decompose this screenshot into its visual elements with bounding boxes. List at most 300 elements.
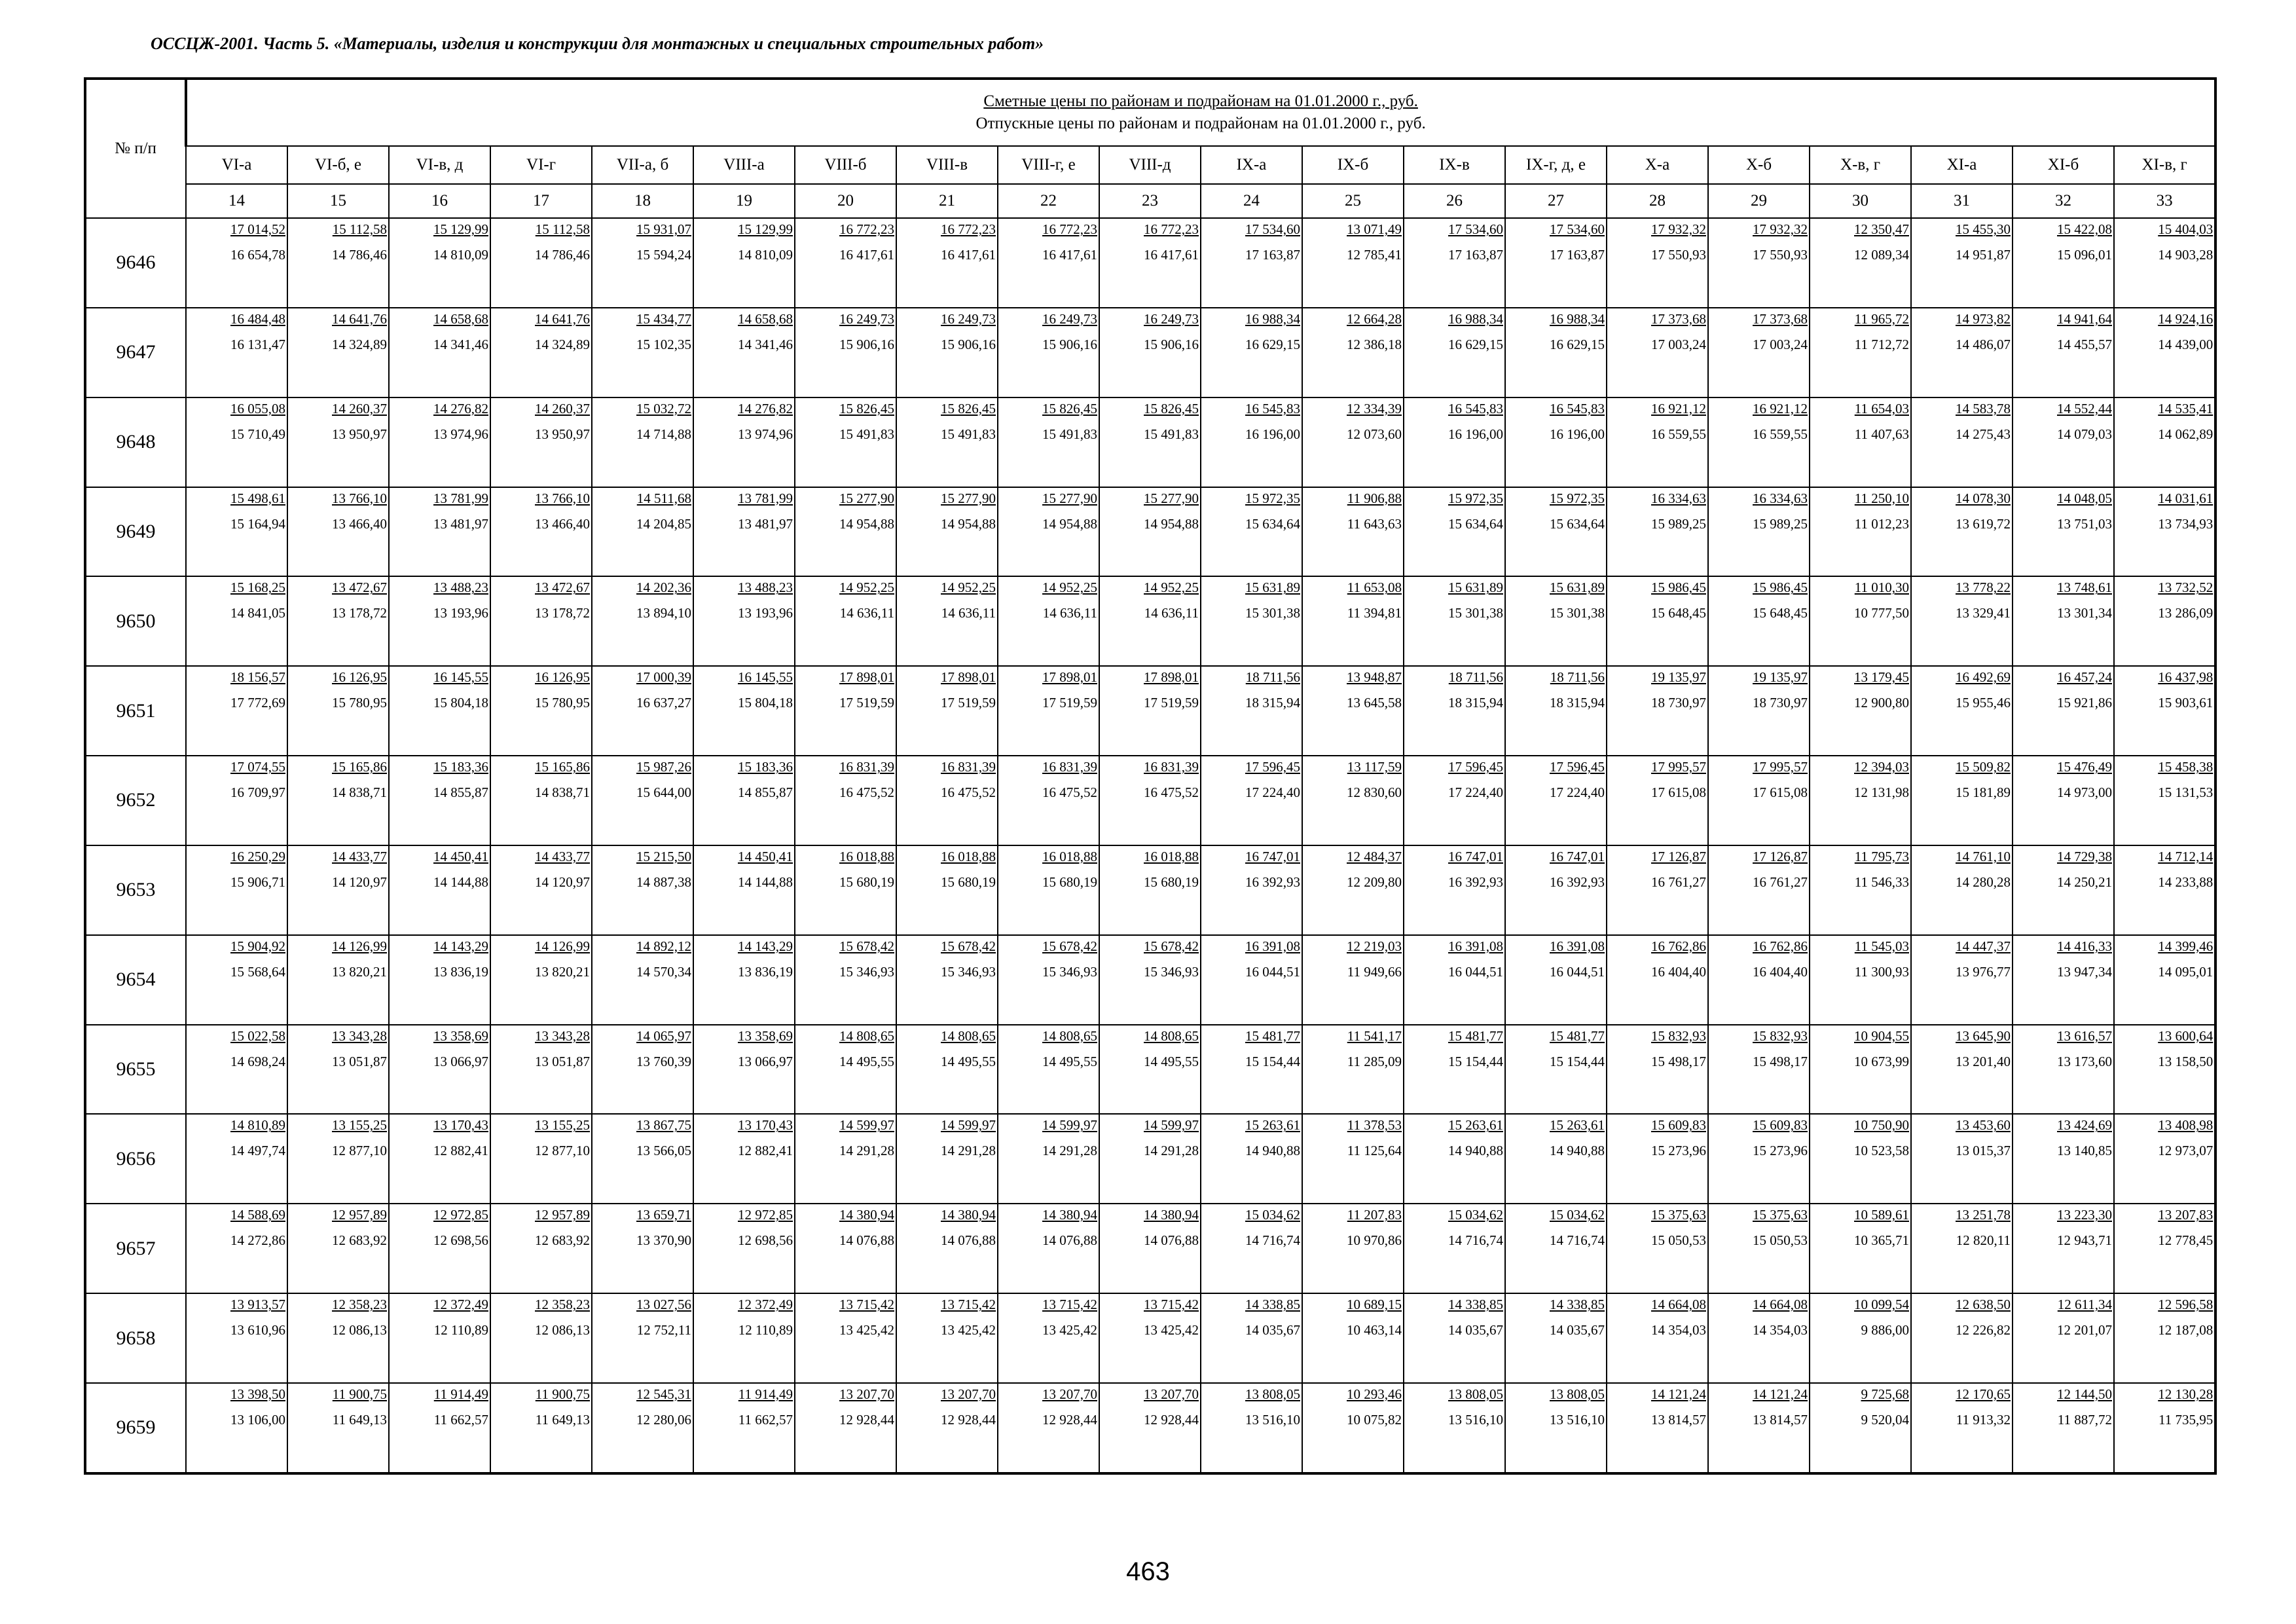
- estimate-price: 16 145,55: [738, 669, 793, 686]
- price-cell: [998, 218, 1099, 308]
- estimate-price: 16 831,39: [839, 759, 894, 775]
- release-price: 14 495,55: [839, 1053, 894, 1069]
- release-price: 14 354,03: [1753, 1322, 1808, 1338]
- release-price: 12 683,92: [535, 1232, 590, 1249]
- estimate-price: 13 781,99: [433, 490, 488, 506]
- estimate-price: 14 599,97: [941, 1117, 996, 1134]
- release-price: 15 989,25: [1753, 515, 1808, 532]
- price-cell: [287, 756, 389, 845]
- release-price: 9 520,04: [1861, 1411, 1909, 1428]
- price-cell: [2013, 1293, 2114, 1383]
- price-cell: [287, 397, 389, 487]
- release-price: 13 425,42: [1144, 1322, 1199, 1338]
- release-price: 17 550,93: [1651, 247, 1706, 263]
- estimate-price: 13 488,23: [738, 580, 793, 596]
- release-price: 14 144,88: [738, 874, 793, 890]
- price-cell: [389, 1204, 490, 1293]
- release-price: 14 095,01: [2158, 963, 2214, 980]
- estimate-price: 11 653,08: [1347, 580, 1402, 596]
- release-price: 17 519,59: [941, 695, 996, 711]
- release-price: 13 481,97: [433, 515, 488, 532]
- price-cell: [2114, 1293, 2215, 1383]
- estimate-price: 12 972,85: [738, 1207, 793, 1223]
- release-price: 13 051,87: [535, 1053, 590, 1069]
- release-price: 13 466,40: [332, 515, 387, 532]
- price-cell: [795, 487, 896, 577]
- release-price: 13 158,50: [2158, 1053, 2214, 1069]
- release-price: 15 491,83: [839, 426, 894, 442]
- release-price: 12 386,18: [1347, 336, 1402, 352]
- estimate-price: 16 988,34: [1245, 310, 1300, 327]
- estimate-price: 13 948,87: [1347, 669, 1402, 686]
- release-price: 17 003,24: [1651, 336, 1706, 352]
- release-price: 14 291,28: [941, 1143, 996, 1159]
- release-price: 14 716,74: [1245, 1232, 1300, 1249]
- price-cell: [1099, 1293, 1201, 1383]
- price-cell: [1505, 1025, 1607, 1115]
- release-price: 12 928,44: [1042, 1411, 1097, 1428]
- price-cell: [896, 487, 998, 577]
- column-number: 15: [287, 184, 389, 218]
- estimate-price: 16 249,73: [1042, 310, 1097, 327]
- release-price: 12 280,06: [636, 1411, 691, 1428]
- estimate-price: 16 831,39: [1144, 759, 1199, 775]
- release-price: 14 120,97: [332, 874, 387, 890]
- estimate-price: 16 249,73: [1144, 310, 1199, 327]
- release-price: 15 780,95: [535, 695, 590, 711]
- estimate-price: 13 071,49: [1347, 221, 1402, 237]
- estimate-price: 16 437,98: [2158, 669, 2214, 686]
- price-cell: [1201, 1383, 1302, 1473]
- estimate-price: 13 488,23: [433, 580, 488, 596]
- price-cell: [2013, 576, 2114, 666]
- price-cell: [1302, 666, 1404, 756]
- release-price: 17 615,08: [1753, 784, 1808, 801]
- price-cell: [1810, 1025, 1911, 1115]
- estimate-price: 13 251,78: [1956, 1207, 2011, 1223]
- release-price: 11 735,95: [2159, 1411, 2214, 1428]
- release-price: 14 838,71: [332, 784, 387, 801]
- row-number: 9655: [85, 1025, 186, 1115]
- estimate-price: 17 932,32: [1651, 221, 1706, 237]
- estimate-price: 15 032,72: [636, 400, 691, 416]
- price-cell: [795, 1383, 896, 1473]
- price-cell: [693, 487, 795, 577]
- release-price: 12 698,56: [433, 1232, 488, 1249]
- estimate-price: 15 972,35: [1448, 490, 1503, 506]
- release-price: 13 516,10: [1448, 1411, 1503, 1428]
- release-price: 18 315,94: [1245, 695, 1300, 711]
- estimate-price: 15 476,49: [2057, 759, 2112, 775]
- price-cell: [2013, 397, 2114, 487]
- release-price: 14 250,21: [2057, 874, 2112, 890]
- estimate-price: 15 034,62: [1550, 1207, 1605, 1223]
- price-cell: [490, 397, 592, 487]
- price-cell: [1911, 1383, 2013, 1473]
- price-cell: [998, 487, 1099, 577]
- estimate-price: 15 263,61: [1550, 1117, 1605, 1134]
- price-cell: [1099, 756, 1201, 845]
- price-cell: [1911, 487, 2013, 577]
- price-cell: [490, 756, 592, 845]
- price-cell: [1810, 1204, 1911, 1293]
- price-cell: [1911, 1293, 2013, 1383]
- estimate-price: 12 130,28: [2158, 1386, 2214, 1402]
- price-cell: [1201, 487, 1302, 577]
- estimate-price: 14 952,25: [941, 580, 996, 596]
- release-price: 16 392,93: [1550, 874, 1605, 890]
- table-row: [85, 218, 2215, 308]
- release-price: 13 566,05: [636, 1143, 691, 1159]
- price-cell: [795, 576, 896, 666]
- release-price: 13 820,21: [535, 963, 590, 980]
- estimate-price: 15 165,86: [535, 759, 590, 775]
- region-header-row: [85, 146, 2215, 184]
- price-cell: [1201, 666, 1302, 756]
- release-price: 14 035,67: [1245, 1322, 1300, 1338]
- column-number: 29: [1708, 184, 1810, 218]
- estimate-price: 15 277,90: [839, 490, 894, 506]
- price-cell: [795, 1114, 896, 1204]
- price-cell: [1810, 1383, 1911, 1473]
- estimate-price: 16 545,83: [1448, 400, 1503, 416]
- price-cell: [1708, 1293, 1810, 1383]
- price-cell: [693, 308, 795, 397]
- estimate-price: 12 372,49: [433, 1297, 488, 1313]
- estimate-price: 15 609,83: [1753, 1117, 1808, 1134]
- estimate-price: 13 766,10: [332, 490, 387, 506]
- estimate-price: 13 645,90: [1956, 1027, 2011, 1044]
- estimate-price: 13 600,64: [2158, 1027, 2214, 1044]
- estimate-price: 14 065,97: [636, 1027, 691, 1044]
- release-price: 13 976,77: [1956, 963, 2011, 980]
- price-cell: [1911, 666, 2013, 756]
- estimate-price: 16 391,08: [1245, 938, 1300, 954]
- release-price: 14 636,11: [1144, 605, 1199, 621]
- price-cell: [1810, 308, 1911, 397]
- estimate-price: 16 772,23: [941, 221, 996, 237]
- estimate-price-caption: Сметные цены по районам и подрайонам на 01.01.2000 г., руб.: [983, 92, 1418, 110]
- region-header: IX-б: [1302, 146, 1404, 184]
- release-price: 13 814,57: [1753, 1411, 1808, 1428]
- price-cell: [1404, 576, 1505, 666]
- price-cell: [795, 1204, 896, 1293]
- price-cell: [896, 756, 998, 845]
- region-header: XI-а: [1911, 146, 2013, 184]
- price-caption: [186, 79, 2215, 146]
- document-title: ОССЦЖ-2001. Часть 5. «Материалы, изделия и конструкции для монтажных и специальных строительных работ»: [151, 34, 1044, 53]
- estimate-price: 16 831,39: [1042, 759, 1097, 775]
- release-price: 13 974,96: [738, 426, 793, 442]
- price-cell: [998, 666, 1099, 756]
- release-price: 15 906,16: [839, 336, 894, 352]
- estimate-price: 16 126,95: [332, 669, 387, 686]
- estimate-price: 15 931,07: [636, 221, 691, 237]
- price-cell: [1708, 666, 1810, 756]
- estimate-price: 16 018,88: [1144, 848, 1199, 864]
- estimate-price: 14 126,99: [332, 938, 387, 954]
- estimate-price: 14 808,65: [941, 1027, 996, 1044]
- price-cell: [1607, 397, 1708, 487]
- estimate-price: 15 129,99: [433, 221, 488, 237]
- release-price: 12 110,89: [738, 1322, 793, 1338]
- release-price: 13 894,10: [636, 605, 691, 621]
- release-price: 11 662,57: [738, 1411, 793, 1428]
- price-cell: [1607, 666, 1708, 756]
- price-cell: [2114, 1204, 2215, 1293]
- estimate-price: 10 293,46: [1347, 1386, 1402, 1402]
- estimate-price: 13 408,98: [2158, 1117, 2214, 1134]
- price-cell: [1505, 397, 1607, 487]
- estimate-price: 15 609,83: [1651, 1117, 1706, 1134]
- price-cell: [998, 1204, 1099, 1293]
- estimate-price: 11 900,75: [332, 1386, 387, 1402]
- release-price: 14 636,11: [1042, 605, 1097, 621]
- estimate-price: 14 338,85: [1245, 1297, 1300, 1313]
- release-price: 14 354,03: [1651, 1322, 1706, 1338]
- estimate-price: 14 276,82: [433, 400, 488, 416]
- release-price: 15 804,18: [738, 695, 793, 711]
- price-cell: [1404, 1383, 1505, 1473]
- release-price: 12 882,41: [738, 1143, 793, 1159]
- release-price: 14 291,28: [839, 1143, 894, 1159]
- row-number: 9648: [85, 397, 186, 487]
- price-cell: [186, 756, 287, 845]
- release-price: 17 519,59: [1042, 695, 1097, 711]
- price-cell: [896, 1383, 998, 1473]
- price-cell: [1911, 935, 2013, 1025]
- release-price: 15 680,19: [1144, 874, 1199, 890]
- price-cell: [389, 845, 490, 935]
- price-cell: [1810, 756, 1911, 845]
- release-price: 12 928,44: [1144, 1411, 1199, 1428]
- release-price: 17 224,40: [1550, 784, 1605, 801]
- estimate-price: 15 986,45: [1753, 580, 1808, 596]
- region-header: VI-в, д: [389, 146, 490, 184]
- price-cell: [1810, 218, 1911, 308]
- release-price: 14 291,28: [1042, 1143, 1097, 1159]
- release-price: 13 286,09: [2158, 605, 2214, 621]
- price-cell: [896, 666, 998, 756]
- price-cell: [1099, 845, 1201, 935]
- price-cell: [1810, 1293, 1911, 1383]
- price-cell: [186, 397, 287, 487]
- region-header: VI-а: [186, 146, 287, 184]
- release-price: 10 970,86: [1347, 1232, 1402, 1249]
- price-cell: [1708, 1025, 1810, 1115]
- estimate-price: 16 055,08: [230, 400, 285, 416]
- estimate-price: 14 276,82: [738, 400, 793, 416]
- price-cell: [998, 576, 1099, 666]
- price-cell: [2114, 487, 2215, 577]
- region-header: VIII-д: [1099, 146, 1201, 184]
- release-price: 15 906,16: [1042, 336, 1097, 352]
- price-cell: [1708, 218, 1810, 308]
- release-price: 16 475,52: [1144, 784, 1199, 801]
- release-price: 11 649,13: [535, 1411, 590, 1428]
- estimate-price: 12 484,37: [1347, 848, 1402, 864]
- price-cell: [1099, 218, 1201, 308]
- estimate-price: 13 207,70: [1042, 1386, 1097, 1402]
- price-cell: [1099, 935, 1201, 1025]
- release-price: 13 645,58: [1347, 695, 1402, 711]
- estimate-price: 15 481,77: [1448, 1027, 1503, 1044]
- release-price: 16 044,51: [1550, 963, 1605, 980]
- region-header: X-а: [1607, 146, 1708, 184]
- estimate-price: 10 904,55: [1854, 1027, 1909, 1044]
- price-cell: [1607, 1025, 1708, 1115]
- estimate-price: 17 995,57: [1651, 759, 1706, 775]
- release-price: 15 634,64: [1245, 515, 1300, 532]
- estimate-price: 18 711,56: [1245, 669, 1300, 686]
- price-cell: [389, 308, 490, 397]
- price-cell: [1099, 308, 1201, 397]
- estimate-price: 15 375,63: [1651, 1207, 1706, 1223]
- price-cell: [287, 935, 389, 1025]
- price-cell: [1404, 308, 1505, 397]
- release-price: 13 734,93: [2158, 515, 2214, 532]
- release-price: 12 778,45: [2158, 1232, 2214, 1249]
- price-cell: [795, 1293, 896, 1383]
- release-price: 16 761,27: [1651, 874, 1706, 890]
- estimate-price: 17 932,32: [1753, 221, 1808, 237]
- estimate-price: 15 986,45: [1651, 580, 1706, 596]
- price-cell: [186, 935, 287, 1025]
- release-price: 16 559,55: [1753, 426, 1808, 442]
- estimate-price: 13 778,22: [1956, 580, 2011, 596]
- price-cell: [2114, 756, 2215, 845]
- release-price: 12 830,60: [1347, 784, 1402, 801]
- release-price: 12 928,44: [839, 1411, 894, 1428]
- release-price: 14 903,28: [2158, 247, 2214, 263]
- release-price: 11 949,66: [1347, 963, 1402, 980]
- price-cell: [389, 1114, 490, 1204]
- estimate-price: 14 260,37: [332, 400, 387, 416]
- table-row: [85, 935, 2215, 1025]
- estimate-price: 12 545,31: [636, 1386, 691, 1402]
- estimate-price: 14 810,89: [230, 1117, 285, 1134]
- price-cell: [693, 397, 795, 487]
- release-price: 14 973,00: [2057, 784, 2112, 801]
- price-cell: [1302, 1293, 1404, 1383]
- table-row: [85, 1204, 2215, 1293]
- release-price: 11 125,64: [1347, 1143, 1402, 1159]
- estimate-price: 19 135,97: [1651, 669, 1706, 686]
- price-cell: [693, 1293, 795, 1383]
- estimate-price: 16 391,08: [1448, 938, 1503, 954]
- release-price: 15 989,25: [1651, 515, 1706, 532]
- estimate-price: 15 404,03: [2158, 221, 2214, 237]
- estimate-price: 15 034,62: [1245, 1207, 1300, 1223]
- estimate-price: 14 450,41: [433, 848, 488, 864]
- estimate-price: 16 988,34: [1550, 310, 1605, 327]
- price-cell: [389, 576, 490, 666]
- release-price: 14 940,88: [1448, 1143, 1503, 1159]
- price-cell: [490, 845, 592, 935]
- price-cell: [389, 1383, 490, 1473]
- release-price: 13 947,34: [2057, 963, 2112, 980]
- release-price: 13 481,97: [738, 515, 793, 532]
- estimate-price: 15 215,50: [636, 848, 691, 864]
- estimate-price: 13 424,69: [2057, 1117, 2112, 1134]
- table-row: [85, 487, 2215, 577]
- release-price: 16 654,78: [230, 247, 285, 263]
- release-price: 16 629,15: [1245, 336, 1300, 352]
- estimate-price: 15 972,35: [1550, 490, 1605, 506]
- release-price: 13 950,97: [535, 426, 590, 442]
- estimate-price: 13 223,30: [2057, 1207, 2112, 1223]
- release-price: 15 346,93: [839, 963, 894, 980]
- price-cell: [896, 1293, 998, 1383]
- price-cell: [1607, 1383, 1708, 1473]
- release-price: 14 495,55: [1042, 1053, 1097, 1069]
- release-price: 12 201,07: [2057, 1322, 2112, 1338]
- estimate-price: 15 434,77: [636, 310, 691, 327]
- estimate-price: 16 545,83: [1550, 400, 1605, 416]
- release-price: 13 193,96: [433, 605, 488, 621]
- estimate-price: 12 219,03: [1347, 938, 1402, 954]
- release-price: 15 346,93: [1042, 963, 1097, 980]
- estimate-price: 16 988,34: [1448, 310, 1503, 327]
- release-price: 16 475,52: [1042, 784, 1097, 801]
- release-price: 16 131,47: [230, 336, 285, 352]
- column-number: 23: [1099, 184, 1201, 218]
- price-cell: [998, 1293, 1099, 1383]
- estimate-price: 13 155,25: [332, 1117, 387, 1134]
- estimate-price: 10 750,90: [1854, 1117, 1909, 1134]
- estimate-price: 17 373,68: [1651, 310, 1706, 327]
- price-cell: [1607, 218, 1708, 308]
- row-number: 9652: [85, 756, 186, 845]
- column-number: 28: [1607, 184, 1708, 218]
- release-price: 15 648,45: [1753, 605, 1808, 621]
- release-price: 12 089,34: [1854, 247, 1909, 263]
- release-price: 13 193,96: [738, 605, 793, 621]
- region-header: VI-г: [490, 146, 592, 184]
- release-price: 16 629,15: [1550, 336, 1605, 352]
- price-cell: [1201, 576, 1302, 666]
- release-price: 12 683,92: [332, 1232, 387, 1249]
- estimate-price: 14 202,36: [636, 580, 691, 596]
- price-cell: [1505, 1204, 1607, 1293]
- release-price: 14 233,88: [2158, 874, 2214, 890]
- price-cell: [896, 1204, 998, 1293]
- price-cell: [389, 487, 490, 577]
- release-price: 15 955,46: [1956, 695, 2011, 711]
- estimate-price: 17 534,60: [1550, 221, 1605, 237]
- release-price: 14 455,57: [2057, 336, 2112, 352]
- release-price: 16 392,93: [1448, 874, 1503, 890]
- estimate-price: 14 126,99: [535, 938, 590, 954]
- release-price: 15 491,83: [1144, 426, 1199, 442]
- estimate-price: 14 121,24: [1753, 1386, 1808, 1402]
- column-number: 21: [896, 184, 998, 218]
- price-cell: [693, 218, 795, 308]
- row-number-header: № п/п: [85, 79, 186, 218]
- estimate-price: 14 658,68: [433, 310, 488, 327]
- price-cell: [1404, 1204, 1505, 1293]
- price-cell: [1607, 1204, 1708, 1293]
- release-price: 15 906,16: [1144, 336, 1199, 352]
- release-price: 15 050,53: [1651, 1232, 1706, 1249]
- release-price: 15 680,19: [941, 874, 996, 890]
- estimate-price: 17 898,01: [839, 669, 894, 686]
- release-price: 15 301,38: [1448, 605, 1503, 621]
- release-price: 16 417,61: [1042, 247, 1097, 263]
- release-price: 14 940,88: [1550, 1143, 1605, 1159]
- release-price: 12 752,11: [636, 1322, 691, 1338]
- release-price: 17 163,87: [1550, 247, 1605, 263]
